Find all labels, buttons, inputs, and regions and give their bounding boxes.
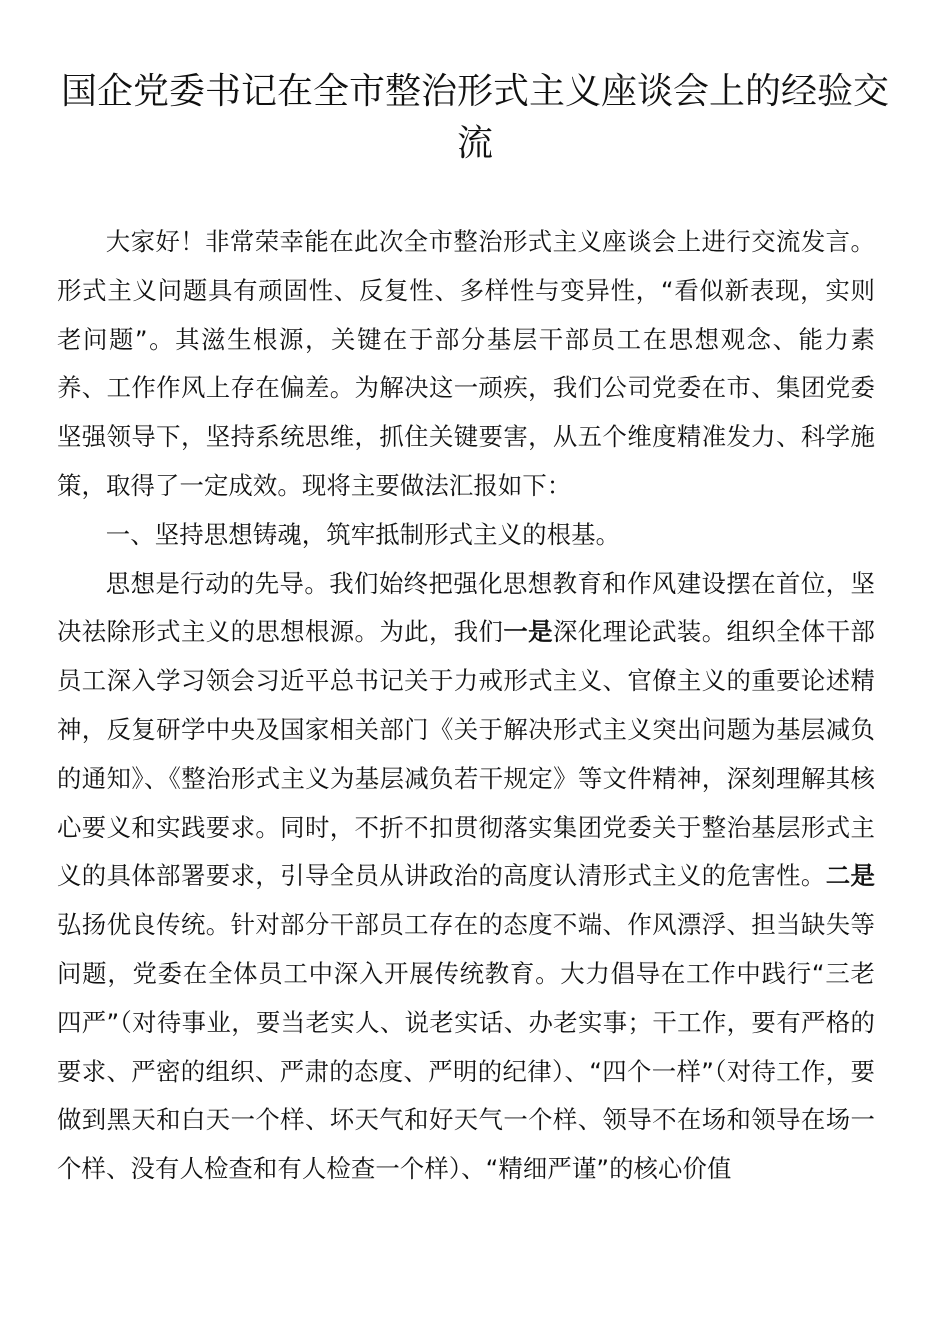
paragraph-text: 思想是行动的先导。我们始终把强化思想教育和作风建设摆在首位，坚决祛除形式主义的思想根源。为此，我们 bbox=[57, 568, 875, 647]
point-marker: 二是 bbox=[825, 861, 875, 891]
paragraph-text: 弘扬优良传统。针对部分干部员工存在的态度不端、作风漂浮、担当缺失等问题，党委在全体员工中深入开展传统教育。大力倡导在工作中践行“三老四严”（对待事业，要当老实人、说老实话、办老实事；干工作，要有严格的要求、严密的组织、严肃的态度、严明的纪律）、“四个一样”（对待工作，要做到黑天和白天一个样、坏天气和好天气一个样、领导不在场和领导在场一个样、没有人检查和有人检查一个样）、“精细严谨”的核心价值 bbox=[57, 910, 875, 1184]
section-paragraph bbox=[57, 560, 875, 1194]
paragraph-text: 深化理论武装。组织全体干部员工深入学习领会习近平总书记关于力戒形式主义、官僚主义的重要论述精神，反复研学中央及国家相关部门《关于解决形式主义突出问题为基层减负的通知》、《整治形式主义为基层减负若干规定》等文件精神，深刻理解其核心要义和实践要求。同时，不折不扣贯彻落实集团党委关于整治基层形式主义的具体部署要求，引导全员从讲政治的高度认清形式主义的危害性。 bbox=[57, 617, 875, 891]
point-marker: 一是 bbox=[503, 617, 553, 647]
section-heading: 一、坚持思想铸魂，筑牢抵制形式主义的根基。 bbox=[105, 519, 621, 549]
intro-paragraph: 大家好！非常荣幸能在此次全市整治形式主义座谈会上进行交流发言。形式主义问题具有顽固性、反复性、多样性与变异性，“看似新表现，实则老问题”。其滋生根源，关键在于部分基层干部员工在思想观念、能力素养、工作作风上存在偏差。为解决这一顽疾，我们公司党委在市、集团党委坚强领导下，坚持系统思维，抓住关键要害，从五个维度精准发力、科学施策，取得了一定成效。现将主要做法汇报如下： bbox=[57, 227, 875, 500]
document-title: 国企党委书记在全市整治形式主义座谈会上的经验交流 bbox=[60, 71, 889, 164]
document-body bbox=[57, 218, 875, 1194]
